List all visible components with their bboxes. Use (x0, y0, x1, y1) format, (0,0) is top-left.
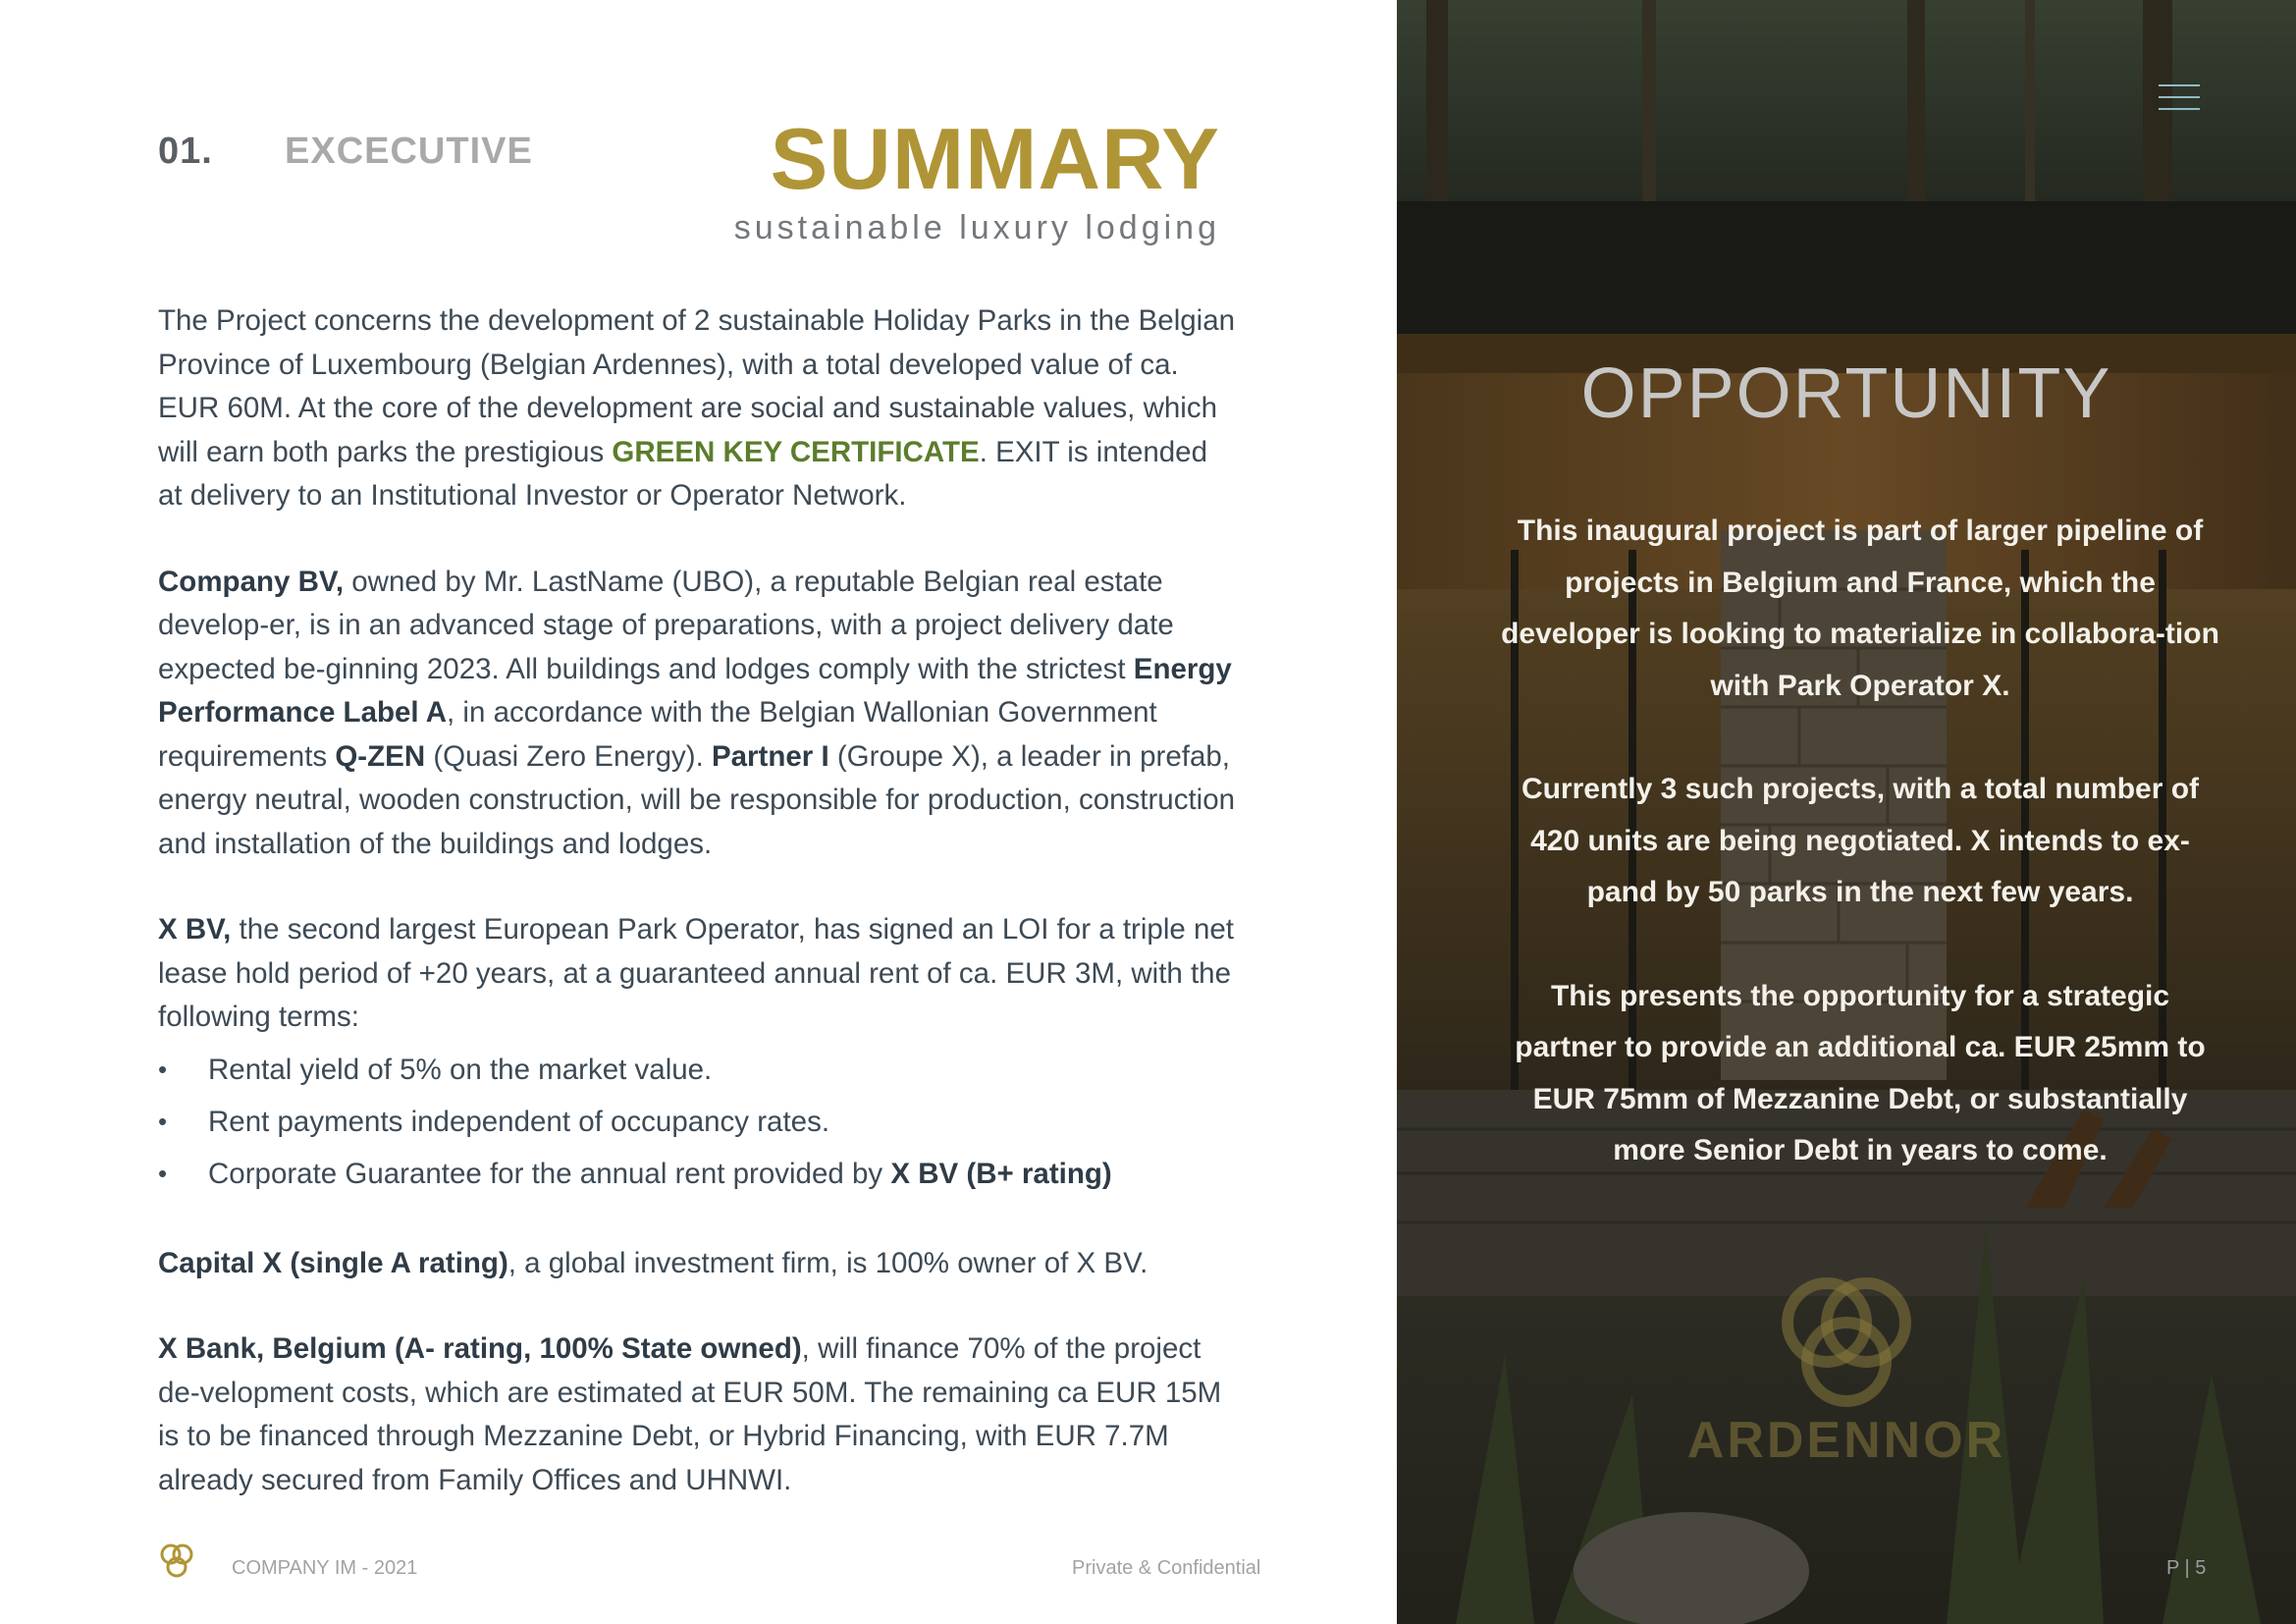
terms-list (158, 1044, 1238, 1200)
page-number: P | 5 (2166, 1557, 2207, 1579)
menu-icon[interactable] (2159, 84, 2200, 112)
company-logo-icon (157, 1542, 196, 1581)
opportunity-panel (1397, 0, 2296, 1624)
list-item: • Corporate Guarantee for the annual rent provided by X BV (B+ rating) (158, 1148, 1238, 1200)
opportunity-text (1497, 506, 2223, 1229)
paragraph-project: The Project concerns the development of 2 sustainable Holiday Parks in the Belgian Province of Luxembourg (Belgian Ardennes), with a total developed value of ca. EUR 60M. At the core of the development are social and sustainable values, which will earn both parks the prestigious GREEN KEY CERTIFICATE. EXIT is intended at delivery to an Institutional Investor or Operator Network. (158, 304, 1236, 512)
summary-body (158, 299, 1238, 1544)
section-word: EXCECUTIVE (285, 131, 533, 172)
opportunity-paragraph-pipeline: This inaugural project is part of larger pipeline of projects in Belgium and France, which the developer is looking to materialize in collabora-tion with Park Operator X. (1501, 514, 2219, 702)
opportunity-paragraph-projects: Currently 3 such projects, with a total number of 420 units are being negotiated. X intends to ex-pand by 50 parks in the next few years. (1521, 773, 2200, 908)
paragraph-developer: Company BV, owned by Mr. LastName (UBO), a reputable Belgian real estate develop-er, is in an advanced stage of preparations, with a project delivery date expected be-ginning 2023. All buildings and lodges comply with the strictest Energy Performance Label A, in accordance with the Belgian Wallonian Government requirements Q-ZEN (Quasi Zero Energy). Partner I (Groupe X), a leader in prefab, energy neutral, wooden construction, will be responsible for production, construction and installation of the buildings and lodges. (158, 565, 1236, 860)
brand-watermark (1397, 1269, 2296, 1470)
section-number: 01. (158, 131, 213, 172)
page-title: SUMMARY (770, 110, 1220, 207)
paragraph-capital: Capital X (single A rating), a global investment firm, is 100% owner of X BV. (158, 1246, 1148, 1279)
list-item: • Rent payments independent of occupancy rates. (158, 1096, 1238, 1148)
opportunity-paragraph-partner: This presents the opportunity for a strategic partner to provide an additional ca. EUR 25mm to EUR 75mm of Mezzanine Debt, or substantially more Senior Debt in years to come. (1515, 979, 2206, 1166)
green-key-highlight: GREEN KEY CERTIFICATE (612, 435, 980, 468)
paragraph-bank: X Bank, Belgium (A- rating, 100% State owned), will finance 70% of the project de-velopment costs, which are estimated at EUR 50M. The remaining ca EUR 15M is to be financed through Mezzanine Debt, or Hybrid Financing, with EUR 7.7M already secured from Family Offices and UHNWI. (158, 1332, 1222, 1496)
opportunity-title: OPPORTUNITY (1580, 354, 2112, 433)
tagline: sustainable luxury lodging (733, 209, 1220, 246)
brand-wordmark: ARDENNOR (1686, 1412, 2006, 1469)
footer-document-name: COMPANY IM - 2021 (232, 1557, 418, 1579)
footer-confidential: Private & Confidential (1072, 1557, 1261, 1579)
list-item: • Rental yield of 5% on the market value. (158, 1044, 1238, 1096)
brand-logo-icon (1763, 1269, 1930, 1416)
paragraph-operator: X BV, the second largest European Park Operator, has signed an LOI for a triple net lease hold period of +20 years, at a guaranteed annual rent of ca. EUR 3M, with the following terms: (158, 913, 1234, 1033)
